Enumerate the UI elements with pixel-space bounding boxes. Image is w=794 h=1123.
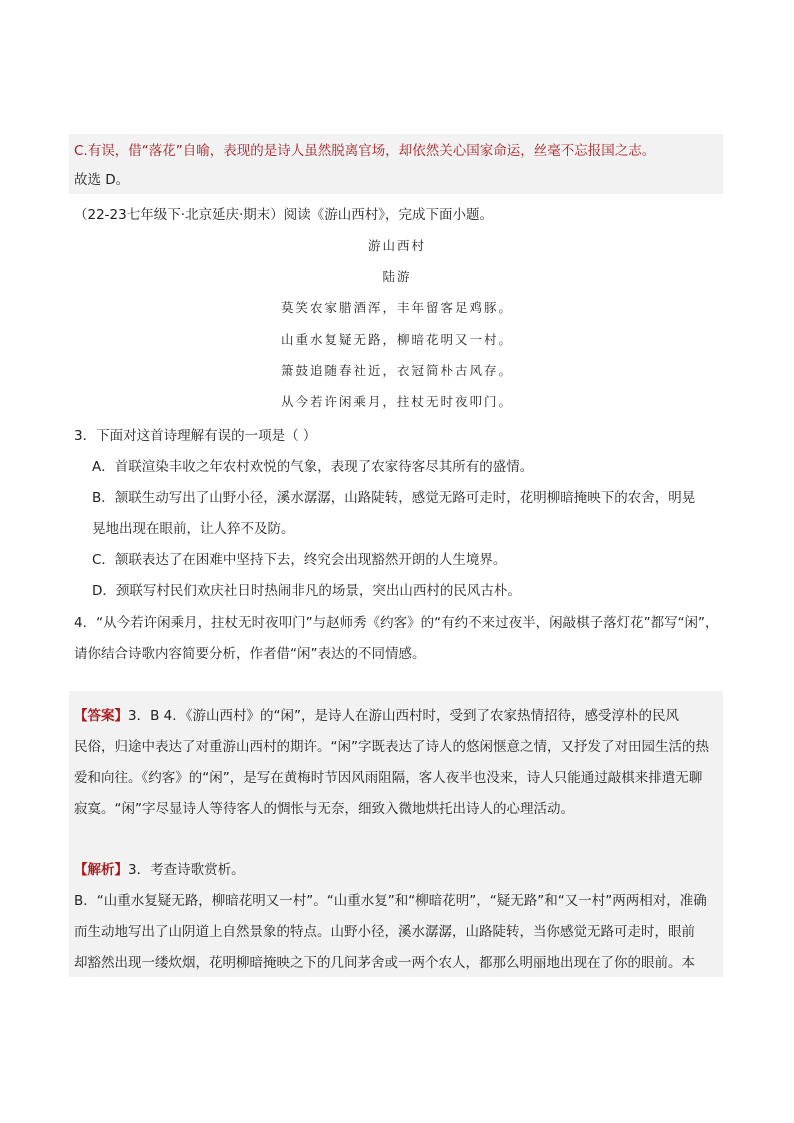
question-3-option-c: C．颔联表达了在困难中坚持下去，终究会出现豁然开朗的人生境界。: [92, 552, 507, 568]
question-4-line: 请你结合诗歌内容简要分析，作者借“闲”表达的不同情感。: [74, 646, 426, 662]
question-3-option-b: B．颔联生动写出了山野小径，溪水潺潺，山路陡转，感觉无路可走时，花明柳暗掩映下的农舍，明晃: [92, 490, 696, 506]
analysis-block: [69, 822, 723, 977]
analysis-line: 却豁然出现一缕炊烟，花明柳暗掩映之下的几间茅舍或一两个农人，都那么明丽地出现在了你的眼前。本: [74, 955, 695, 971]
question-3-option-d: D．颈联写村民们欢庆社日时热闹非凡的场景，突出山西村的民风古朴。: [92, 583, 521, 599]
question-4-line: 4．“从今若许闲乘月，拄杖无时夜叩门”与赵师秀《约客》的“有约不来过夜半，闲敲棋子落灯花”都写“闲”，: [74, 615, 719, 631]
question-3-stem: 3．下面对这首诗理解有误的一项是（ ）: [74, 428, 317, 444]
answer-line: 爱和向往。《约客》的“闲”，是写在黄梅时节因风雨阻隔，客人夜半也没来，诗人只能通过敲棋来排遣无聊: [74, 770, 703, 786]
analysis-head: 3．考查诗歌赏析。: [128, 862, 245, 878]
analysis-line: B．“山重水复疑无路，柳暗花明又一村”。“山重水复”和“柳暗花明”，“疑无路”和“又一村”两两相对，准确: [74, 893, 707, 909]
question-3-option-b-cont: 晃地出现在眼前，让人猝不及防。: [92, 521, 295, 537]
answer-tag: 【答案】: [74, 708, 128, 724]
poem-line: 箫鼓追随春社近，衣冠简朴古风存。: [280, 363, 513, 378]
answer-line: [74, 704, 679, 724]
answer-text: 3．B 4．《游山西村》的“闲”，是诗人在游山西村时，受到了农家热情招待，感受淳朴的民风: [128, 708, 679, 724]
analysis-line: 而生动地写出了山阴道上自然景象的特点。山野小径，溪水潺潺，山路陡转，当你感觉无路可走时，眼前: [74, 924, 695, 940]
poem-title: 游山西村: [367, 238, 426, 253]
analysis-head-line: [74, 858, 245, 878]
answer-line: 民俗，归途中表达了对重游山西村的期许。“闲”字既表达了诗人的悠闲惬意之情，又抒发了对田园生活的热: [74, 739, 709, 755]
answer-block: [69, 691, 723, 822]
answer-line: 寂寞。“闲”字尽显诗人等待客人的惆怅与无奈，细致入微地烘托出诗人的心理活动。: [74, 801, 574, 817]
poem-line: 山重水复疑无路，柳暗花明又一村。: [280, 332, 513, 347]
poem-author: 陆游: [382, 269, 412, 284]
previous-answer-line: 故选 D。: [74, 172, 130, 188]
previous-explanation-block: [69, 134, 723, 194]
previous-explanation-line: C.有误，借“落花”自喻，表现的是诗人虽然脱离官场，却依然关心国家命运，丝毫不忘报国之志。: [74, 143, 656, 159]
question-3-option-a: A．首联渲染丰收之年农村欢悦的气象，表现了农家待客尽其所有的盛情。: [92, 459, 534, 475]
reading-intro: （22-23七年级下·北京延庆·期末）阅读《游山西村》，完成下面小题。: [74, 207, 494, 223]
poem-line: 从今若许闲乘月，拄杖无时夜叩门。: [280, 394, 513, 409]
poem-line: 莫笑农家腊酒浑，丰年留客足鸡豚。: [280, 300, 513, 315]
analysis-tag: 【解析】: [74, 862, 128, 878]
